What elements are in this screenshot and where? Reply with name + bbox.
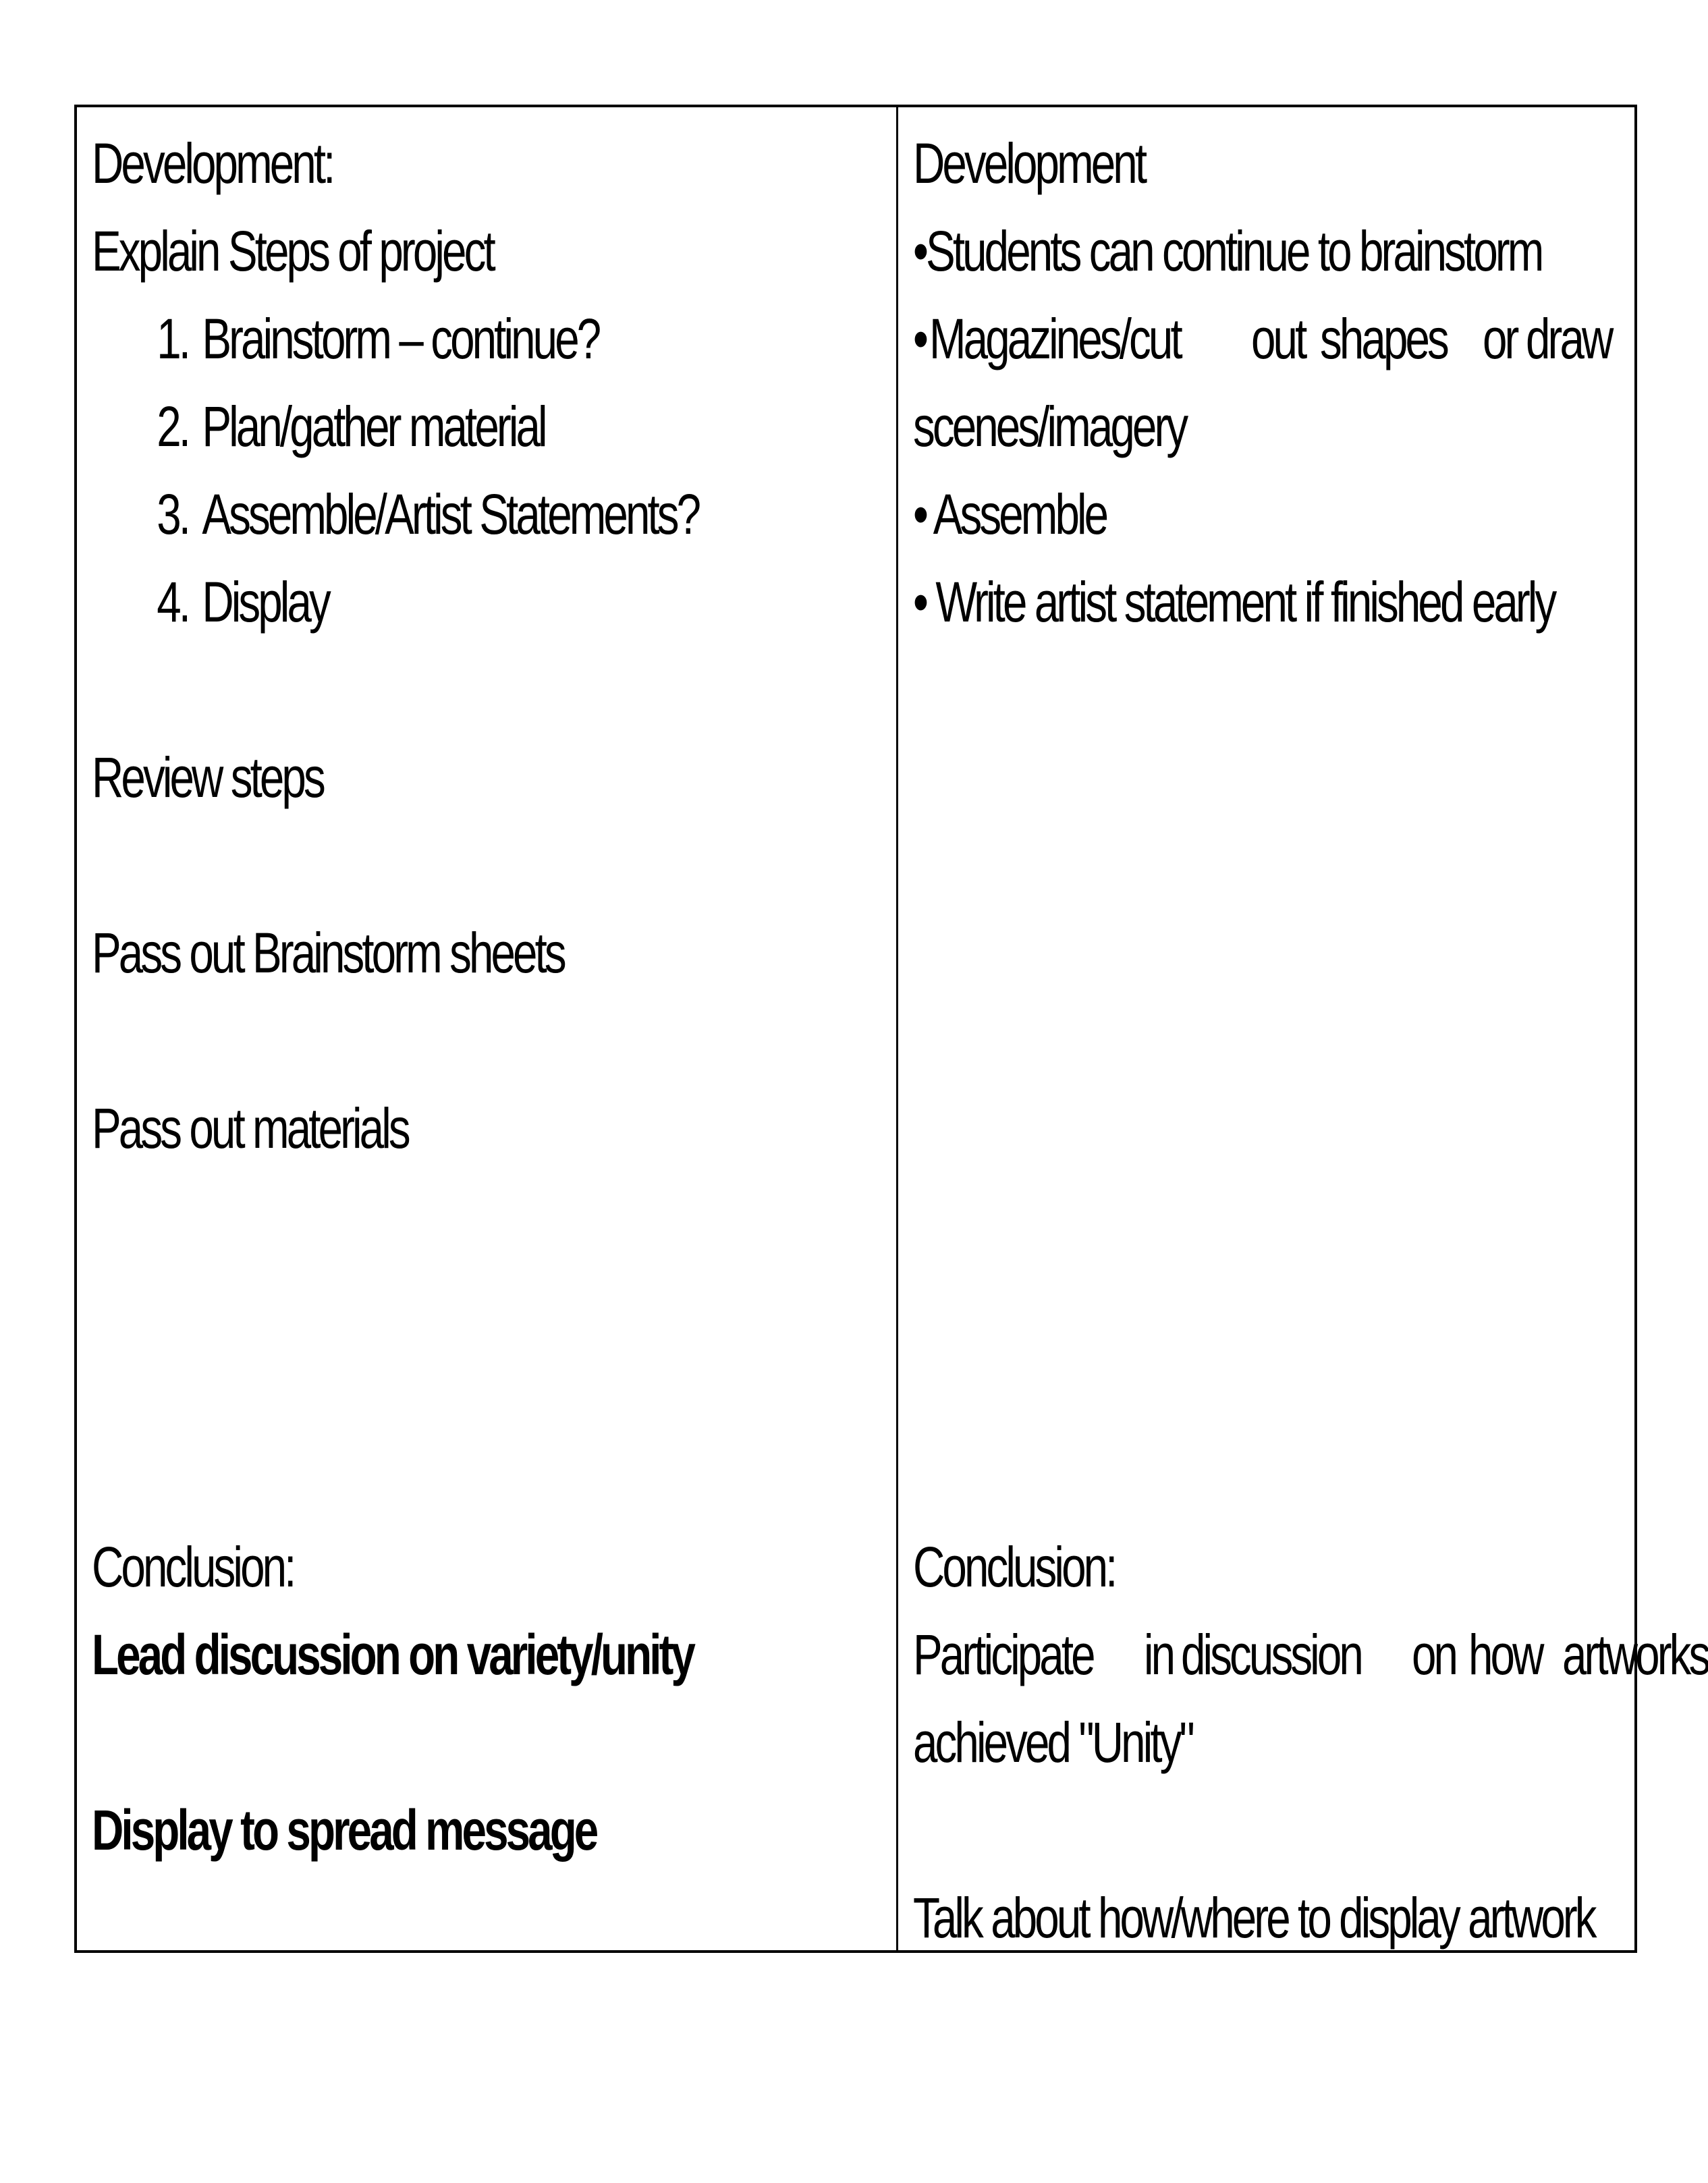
- lesson-plan-table: [74, 105, 1708, 1953]
- step-text: Assemble/Artist Statements?: [202, 482, 699, 546]
- step-number: 3.: [157, 482, 189, 546]
- pass-materials-text: Pass out materials: [92, 1097, 408, 1160]
- explain-steps-text: Explain Steps of project: [92, 219, 493, 283]
- student-column: [898, 107, 1708, 1950]
- word: or: [1482, 307, 1517, 370]
- word: Magazines/cut: [929, 307, 1181, 370]
- development-heading: Development:: [92, 132, 333, 195]
- word: draw: [1526, 307, 1611, 370]
- word: artworks: [1562, 1623, 1708, 1686]
- word: •: [913, 307, 927, 370]
- lead-discussion-text: Lead discussion on variety/unity: [92, 1623, 694, 1686]
- word: discussion: [1181, 1623, 1362, 1686]
- step-number: 2.: [157, 395, 189, 458]
- bullet-artist-statement: • Write artist statement if finished early: [913, 570, 1555, 634]
- bullet-assemble: • Assemble: [913, 482, 1107, 546]
- bullet-brainstorm: •Students can continue to brainstorm: [913, 219, 1542, 283]
- step-item-3: [153, 470, 698, 558]
- conclusion-heading: Conclusion:: [913, 1535, 1115, 1599]
- step-item-1: [153, 295, 599, 383]
- bullet-magazines: [913, 295, 1611, 383]
- step-item-4: [153, 558, 329, 646]
- step-text: Display: [202, 570, 329, 634]
- review-steps-text: Review steps: [92, 746, 323, 809]
- pass-brainstorm-text: Pass out Brainstorm sheets: [92, 921, 564, 985]
- display-message-text: Display to spread message: [92, 1798, 597, 1862]
- step-item-2: [153, 383, 545, 470]
- step-text: Plan/gather material: [202, 395, 545, 458]
- step-number: 4.: [157, 570, 189, 634]
- word: how: [1468, 1623, 1542, 1686]
- step-number: 1.: [157, 307, 189, 370]
- word: shapes: [1319, 307, 1447, 370]
- word: out: [1251, 307, 1305, 370]
- teacher-column: [77, 107, 896, 1950]
- development-heading: Development: [913, 132, 1145, 195]
- bullet-magazines-continued: scenes/imagery: [913, 395, 1186, 458]
- talk-display-text: Talk about how/where to display artwork: [913, 1886, 1595, 1950]
- step-text: Brainstorm – continue?: [202, 307, 599, 370]
- participate-discussion: [913, 1611, 1708, 1698]
- participate-discussion-continued: achieved "Unity": [913, 1711, 1192, 1774]
- word: Participate: [913, 1623, 1093, 1686]
- word: on: [1412, 1623, 1456, 1686]
- word: in: [1143, 1623, 1174, 1686]
- conclusion-heading: Conclusion:: [92, 1535, 294, 1599]
